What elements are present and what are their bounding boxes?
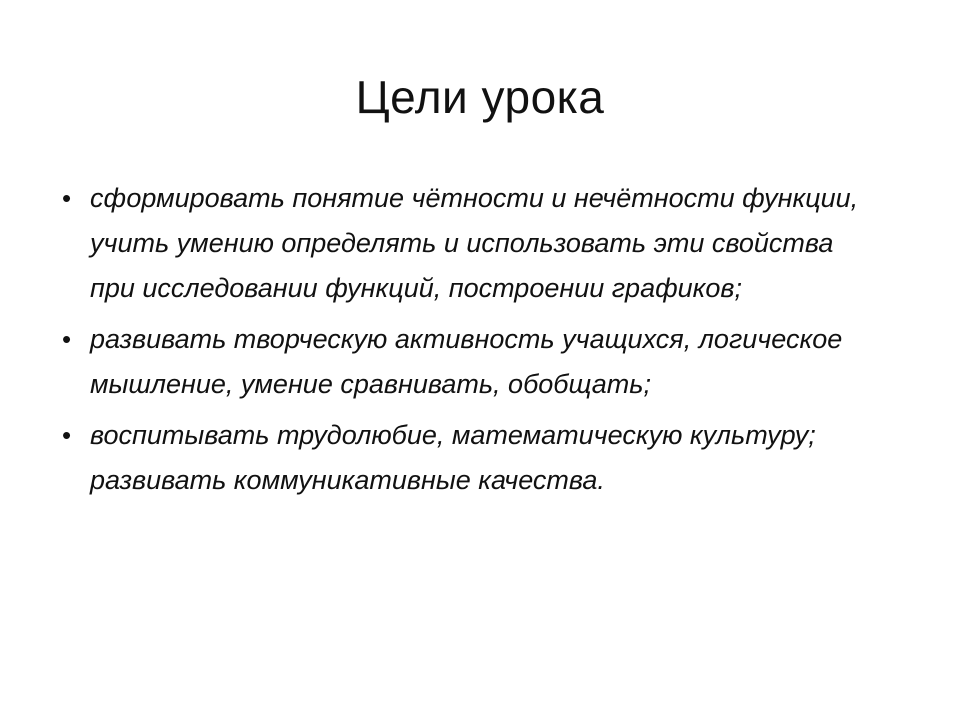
bullet-dot-icon: • [62,183,72,213]
bullet-list [60,176,880,509]
bullet-item [60,176,880,311]
bullet-text: воспитывать трудолюбие, математическую культуру; развивать коммуникативные качества. [90,420,816,495]
bullet-dot-icon: • [62,420,72,450]
bullet-dot-icon: • [62,324,72,354]
bullet-text: развивать творческую активность учащихся, логическое мышление, умение сравнивать, обобщать; [90,324,843,399]
bullet-item [60,413,880,503]
bullet-item [60,317,880,407]
bullet-text: сформировать понятие чётности и нечётности функции, учить умению определять и использовать эти свойства при исследовании функций, построении графиков; [90,183,859,303]
slide-title: Цели урока [355,71,605,123]
